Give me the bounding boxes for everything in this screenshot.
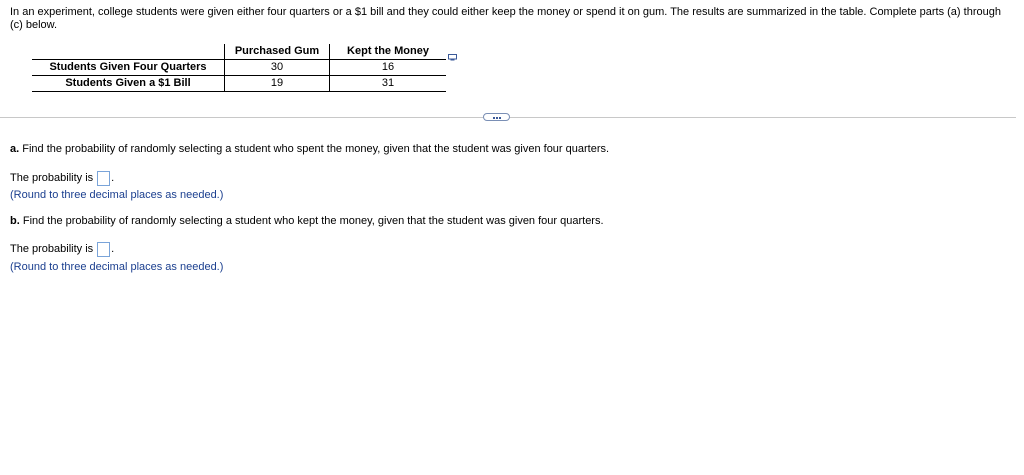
- answer-b-suffix: .: [111, 243, 115, 255]
- answer-a-line: [10, 171, 114, 186]
- more-dots-button[interactable]: [483, 113, 510, 121]
- table-cell: 16: [330, 60, 447, 76]
- table-cell: 19: [225, 76, 330, 92]
- copy-icon[interactable]: [448, 48, 457, 55]
- question-b: [10, 215, 604, 228]
- answer-a-input[interactable]: [97, 171, 110, 186]
- data-table: [32, 44, 446, 92]
- answer-b-line: [10, 242, 114, 257]
- answer-a-prefix: The probability is: [10, 172, 94, 184]
- hint-b: (Round to three decimal places as needed.): [10, 261, 224, 273]
- more-dots-icon: [496, 117, 498, 119]
- table-corner: [32, 44, 225, 60]
- answer-b-input[interactable]: [97, 242, 110, 257]
- question-a-text: Find the probability of randomly selecting a student who spent the money, given that the student was given four quarters.: [22, 143, 610, 155]
- problem-intro: In an experiment, college students were given either four quarters or a $1 bill and they could either keep the money or spend it on gum. The results are summarized in the table. Complete parts (a) through (c) below.: [10, 6, 1001, 31]
- answer-a-suffix: .: [111, 172, 115, 184]
- hint-a: (Round to three decimal places as needed.): [10, 189, 224, 201]
- table-row: [32, 76, 446, 92]
- row-header-four-quarters: Students Given Four Quarters: [32, 60, 225, 76]
- row-header-dollar-bill: Students Given a $1 Bill: [32, 76, 225, 92]
- question-b-text: Find the probability of randomly selecting a student who kept the money, given that the student was given four quarters.: [22, 215, 604, 227]
- table-row: [32, 60, 446, 76]
- column-header-purchased-gum: Purchased Gum: [225, 44, 330, 60]
- more-dots-icon: [499, 117, 501, 119]
- table-cell: 31: [330, 76, 447, 92]
- question-a: [10, 143, 609, 156]
- question-a-letter: a.: [10, 143, 20, 155]
- table-cell: 30: [225, 60, 330, 76]
- answer-b-prefix: The probability is: [10, 243, 94, 255]
- more-dots-icon: [493, 117, 495, 119]
- table-header-row: [32, 44, 446, 60]
- question-b-letter: b.: [10, 215, 20, 227]
- column-header-kept-money: Kept the Money: [330, 44, 447, 60]
